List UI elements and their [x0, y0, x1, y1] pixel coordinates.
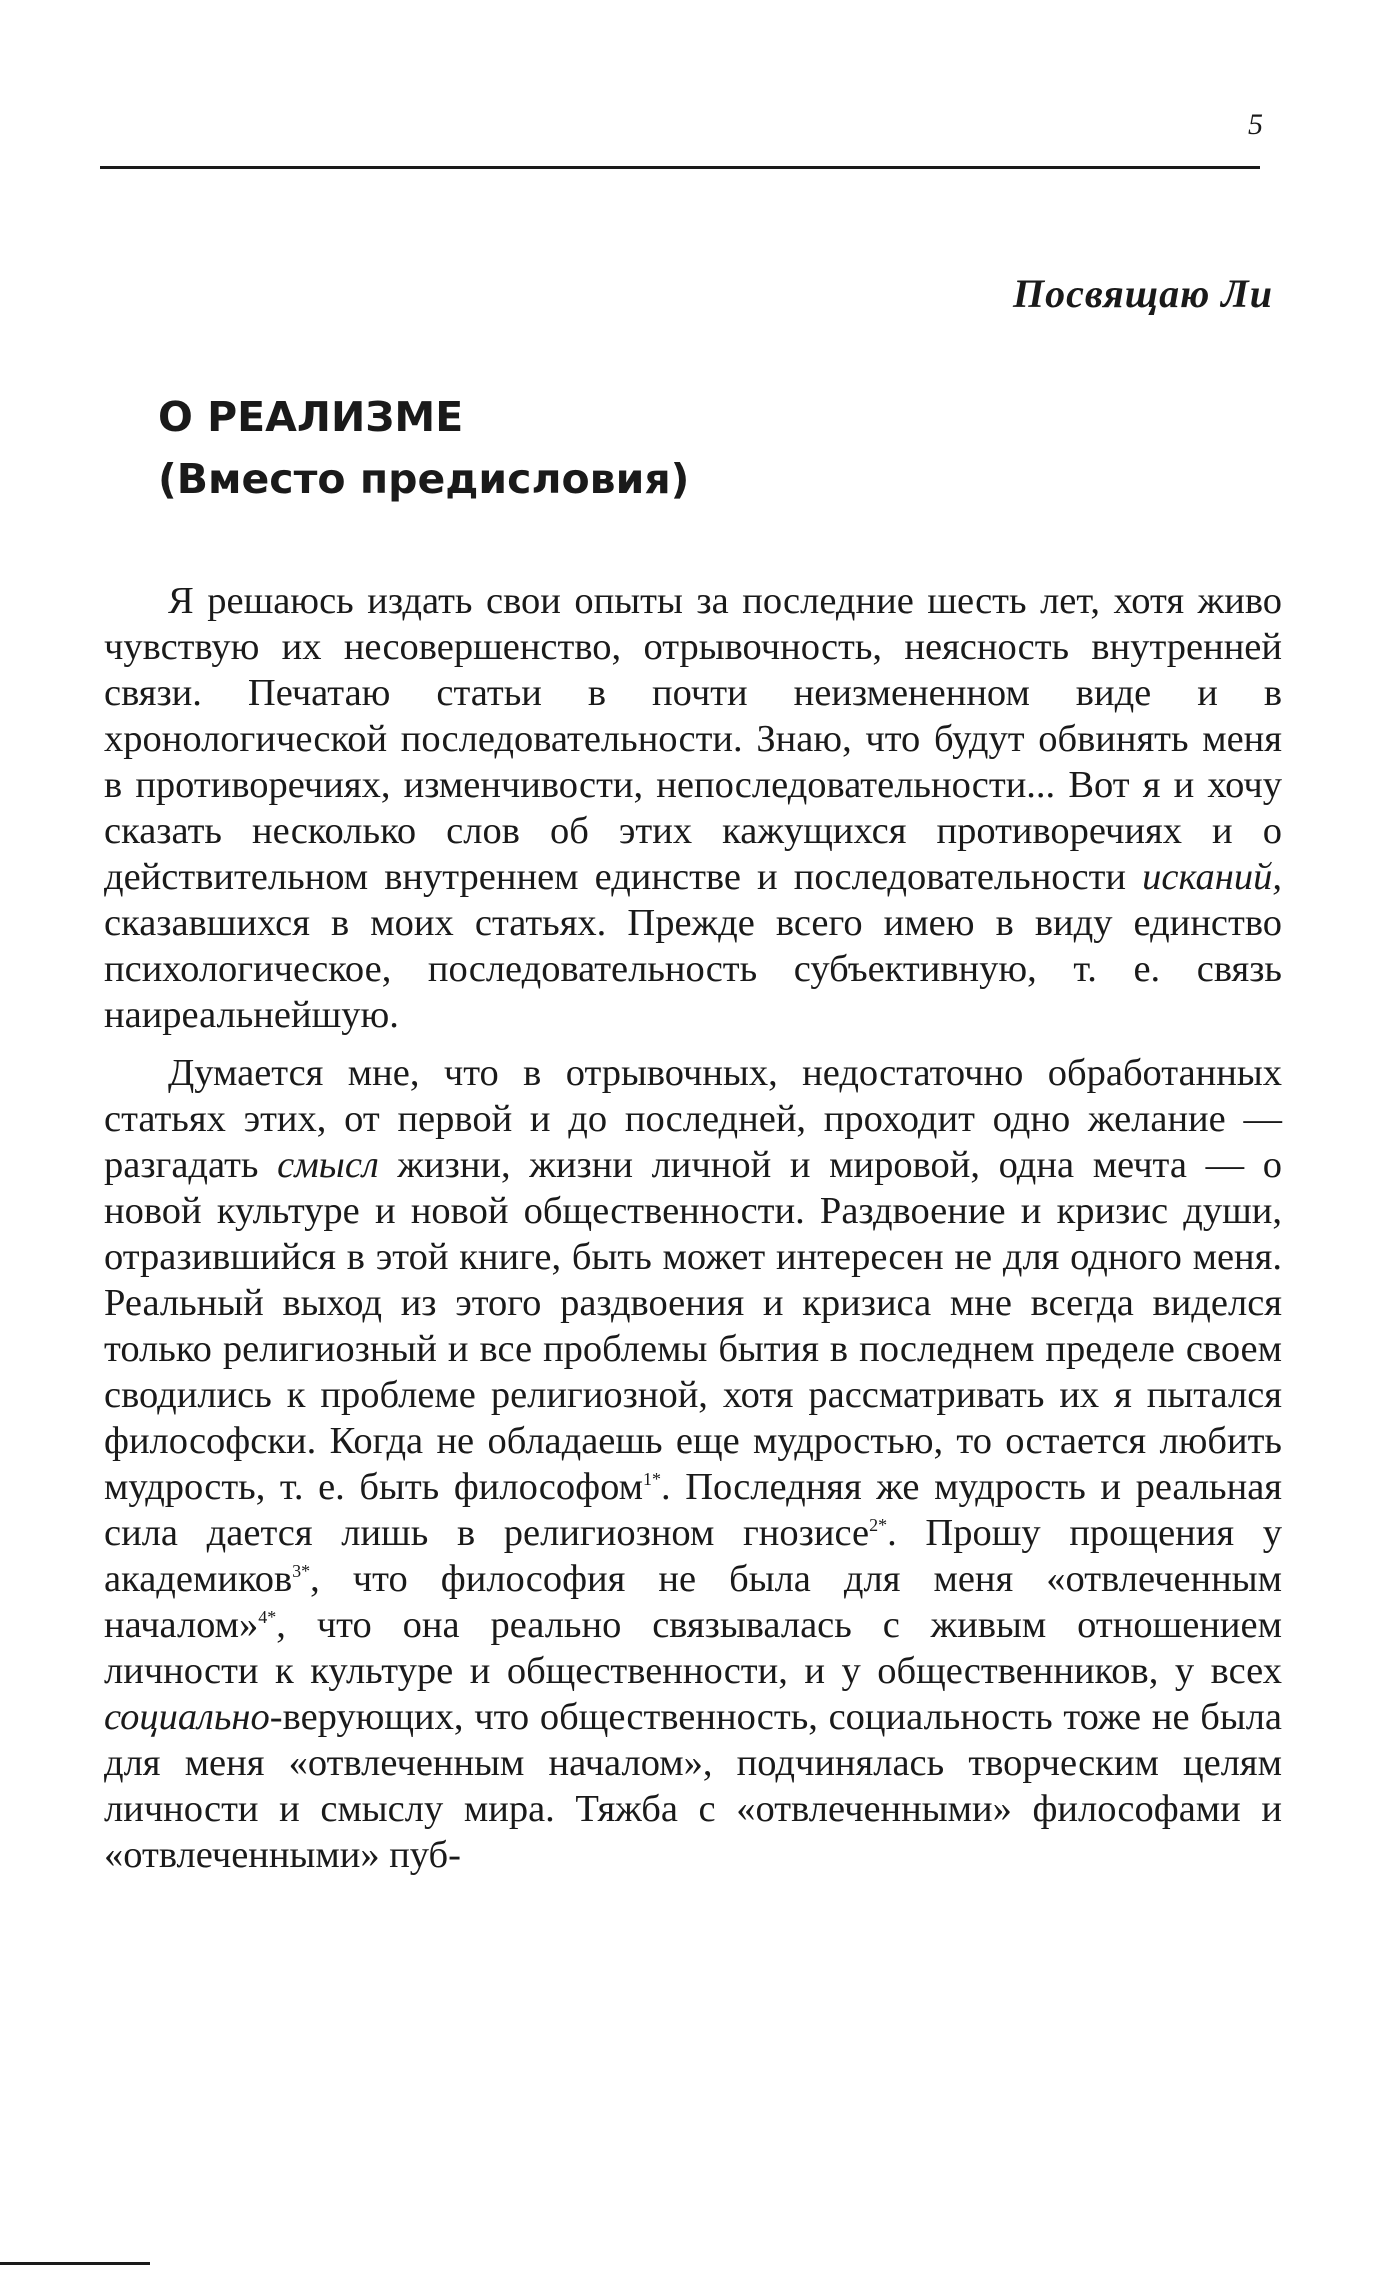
italic-emphasis: исканий, [1142, 856, 1282, 898]
text-run: , что философия не была для меня «отвлеченным началом» [104, 1558, 1282, 1646]
dedication: Посвящаю Ли [1012, 271, 1273, 316]
scan-edge-mark [0, 2262, 150, 2265]
text-run: Думается мне, что в отрывочных, недостаточно обработанных статьях этих, от первой и до последней, проходит одно желание — разгадать [104, 1052, 1282, 1186]
page-number: 5 [1248, 108, 1263, 141]
text-run: . Прошу прощения у академиков [104, 1512, 1283, 1600]
footnote-marker: 4* [258, 1607, 277, 1628]
paragraph-1 [104, 578, 1282, 1038]
text-run: сказавшихся в моих статьях. Прежде всего имею в виду единство психологическое, последовательность субъективную, т. е. связь наиреальнейшую. [104, 902, 1282, 1036]
text-run: жизни, жизни личной и мировой, одна мечта — о новой культуре и новой общественности. Раздвоение и кризис души, отразившийся в этой книге, быть может интересен не для одного меня. Реальный выход из этого раздвоения и кризиса мне всегда виделся только религиозный и все проблемы бытия в последнем пределе своем сводились к проблеме религиозной, хотя рассматривать их я пытался философски. Когда не обладаешь еще мудростью, то остается любить мудрость, т. е. быть философом [104, 1144, 1282, 1508]
footnote-marker: 3* [292, 1561, 311, 1582]
italic-emphasis: социально [104, 1696, 270, 1738]
chapter-heading [158, 386, 689, 510]
text-run: -верующих, что общественность, социальность тоже не была для меня «отвлеченным началом», подчинялась творческим целям личности и смыслу мира. Тяжба с «отвлеченными» философами и «отвлеченными» пуб- [104, 1696, 1282, 1876]
text-run: . Последняя же мудрость и реальная сила дается лишь в религиозном гнозисе [104, 1466, 1283, 1554]
header-rule [100, 166, 1260, 169]
text-run: , что она реально связывалась с живым отношением личности к культуре и общественности, и у общественников, у всех [104, 1604, 1282, 1692]
paragraph-2 [104, 1050, 1282, 1878]
footnote-marker: 1* [642, 1469, 661, 1490]
italic-emphasis: смысл [277, 1144, 379, 1186]
text-run: Я решаюсь издать свои опыты за последние шесть лет, хотя живо чувствую их несовершенство, отрывочность, неясность внутренней связи. Печатаю статьи в почти неизмененном виде и в хронологической последовательности. Знаю, что будут обвинять меня в противоречиях, изменчивости, непоследовательности... Вот я и хочу сказать несколько слов об этих кажущихся противоречиях и о действительном внутреннем единстве и последовательности [104, 580, 1282, 898]
body-text [104, 578, 1282, 1890]
chapter-title: О РЕАЛИЗМЕ [158, 393, 464, 441]
footnote-marker: 2* [869, 1515, 888, 1536]
chapter-subtitle: (Вместо предисловия) [158, 455, 690, 503]
